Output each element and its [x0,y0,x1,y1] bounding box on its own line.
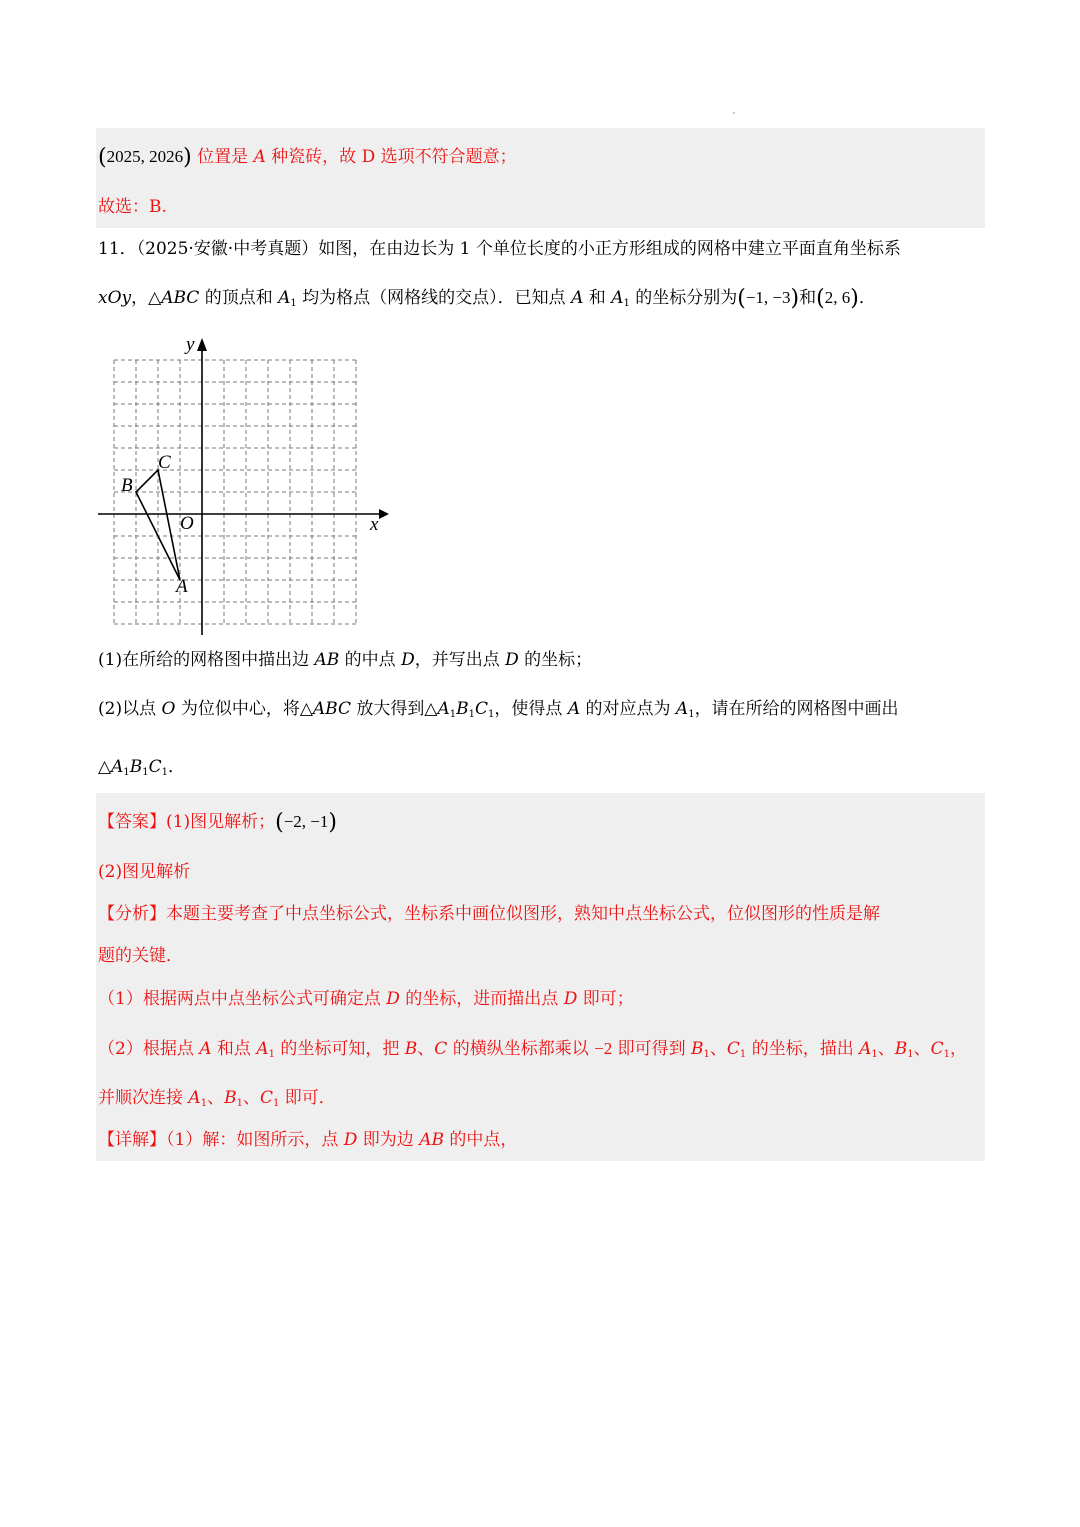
x-axis-label: x [370,514,379,535]
prev-conclusion-line: (2025, 2026) 位置是 A 种瓷砖，故 D 选项不符合题意； [98,145,517,170]
prev-choice: 故选：B. [98,197,167,217]
y-axis [197,338,207,635]
analysis-line2: 题的关键． [98,946,183,966]
analysis-line1: 【分析】本题主要考查了中点坐标公式，坐标系中画位似图形，熟知中点坐标公式，位似图形的性质是解 [98,904,880,924]
part2-line2: $\triangle A_1B_1C_1$． [98,757,185,778]
analysis-step2: （2）根据点 A 和点 $A_1$ 的坐标可知，把 B、C 的横纵坐标都乘以 −2 即可得到 $B_1$、$C_1$ 的坐标，描出 $A_1$、$B_1$、$C_1$， [98,1039,968,1060]
point-a-label: A [176,576,188,597]
previous-solution-block [96,128,985,228]
answer-line1: 【答案】(1)图见解析；(−2, −1) [98,810,337,835]
grid-lines [114,360,356,624]
x-axis [98,509,389,519]
part2-line1: (2)以点 O 为位似中心，将△ABC 放大得到$\triangle A_1B_1C_1$，使得点 A 的对应点为 $A_1$，请在所给的网格图中画出 [98,699,899,720]
origin-label: O [180,513,194,534]
answer-line2: (2)图见解析 [98,862,191,882]
coordinate-grid-figure [96,333,396,638]
analysis-step1: （1）根据两点中点坐标公式可确定点 D 的坐标，进而描出点 D 即可； [98,989,634,1009]
q11-line2: xOy，△ABC 的顶点和 $A_1$ 均为格点（网格线的交点）．已知点 A 和 $A_1$ 的坐标分别为(−1, −3)和(2, 6)． [98,286,876,311]
point-c-label: C [158,452,171,473]
detail-line: 【详解】（1）解：如图所示，点 D 即为边 AB 的中点， [98,1130,518,1150]
point-b-label: B [121,475,133,496]
y-axis-label: y [186,334,195,355]
q11-line1: 11．（2025·安徽·中考真题）如图，在由边长为 1 个单位长度的小正方形组成的网格中建立平面直角坐标系 [98,239,901,259]
part1: (1)在所给的网格图中描出边 AB 的中点 D，并写出点 D 的坐标； [98,650,593,670]
page-speck [733,112,735,114]
analysis-step2-cont: 并顺次连接 $A_1$、$B_1$、$C_1$ 即可． [98,1088,336,1109]
